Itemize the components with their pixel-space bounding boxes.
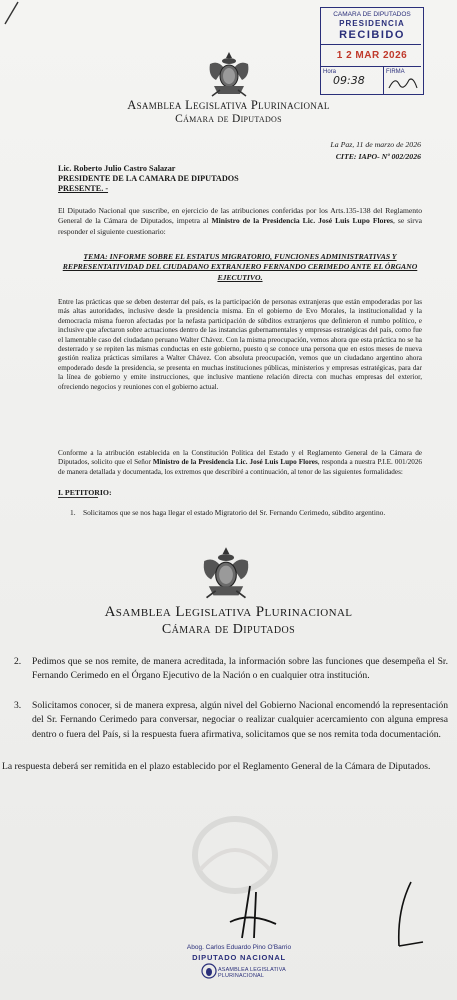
conforme-text-1: Conforme a la atribución establecida en la Constitución Política del Estado y el Reglamento General de la Cámara de Diputados, solicito que el Señor xyxy=(58,449,422,467)
org-line1-second: Asamblea Legislativa Plurinacional xyxy=(104,604,353,620)
tema-heading: TEMA: INFORME SOBRE EL ESTATUS MIGRATORIO, FUNCIONES ADMINISTRATIVAS Y REPRESENTATIVIDAD DEL CIUDADANO EXTRANJERO FERNANDO CERIMEDO ANTE EL ÓRGANO EJECUTIVO. xyxy=(62,252,418,282)
stamp-hora-label: Hora xyxy=(323,69,337,75)
initials-signature-icon xyxy=(385,880,425,952)
signature-title: DIPUTADO NACIONAL xyxy=(192,953,286,962)
stamp-line1: CAMARA DE DIPUTADOS xyxy=(333,11,411,18)
item-3-number: 3. xyxy=(14,700,22,711)
item-2-text: Pedimos que se nos remite, de manera acreditada, la información sobre las funciones que desempeña el Sr. Fernando Cerimedo en el Órgano Ejecutivo de la Nación o en cualquier otra institución. xyxy=(32,656,448,682)
stamp-line3: RECIBIDO xyxy=(339,29,405,41)
item-3-text: Solicitamos conocer, si de manera expresa, algún nivel del Gobierno Nacional encomendó la representación del Sr. Fernando Cerimedo para conversar, negociar o realizar cualquier acercamiento con alguna empresa dentro o fuera del País, si la respuesta fuera afirmativa, solicitamos que se nos remita toda documentación. xyxy=(32,700,448,740)
intro-text-2: , se sirva responder el siguiente cuestionario: xyxy=(58,216,422,236)
addressee-presente: PRESENTE. - xyxy=(58,184,109,193)
signature-name: Abog. Carlos Eduardo Pino O'Barrio xyxy=(186,944,292,951)
body-paragraph: Entre las prácticas que se deben desterrar del país, es la participación de personas extranjeras que están empoderadas por las más altas autoridades, inclusive desde la presidencia misma. En el gobierno de Evo Morales, la institucionalidad y la democracia misma fueron afectadas por la nefasta participación de súbditos extranjeros que definieron el rumbo político, e inclusive que afectaron sobre actuaciones dentro de las instancias gubernamentales y empresas estratégicas del país, como fue el lamentable caso del ciudadano peruano Walter Chávez. Con la misma preocupación, vemos ahora que esta práctica no se ha desterrado y se repiten las mismas conductas en este gobierno, puesto q se conoce una persona que en estos meses de nueva gestión realiza prácticas similares a Walter Chávez. Con absoluta preocupación, vemos que un ciudadano argentino ahora empoderado desde la presidencia, se presenta en muchas instituciones públicas, ministerios y empresas estratégicas, para dar la línea de gobierno y emite instrucciones, que inclusive mantiene relación directa con muchas empresas del exterior, ofreciendo negocios y reuniones con el gobierno actual. xyxy=(58,298,422,391)
stamp-hora-value: 09:38 xyxy=(333,74,365,87)
stamp-firma-label: FIRMA xyxy=(386,69,405,75)
cite-number: CITE: IAPO- Nº 002/2026 xyxy=(335,152,421,161)
place-date: La Paz, 11 de marzo de 2026 xyxy=(330,140,421,149)
signature-org: ASAMBLEA LEGISLATIVA PLURINACIONAL xyxy=(218,967,286,979)
item-1-text: Solicitamos que se nos haga llegar el estado Migratorio del Sr. Fernando Cerimedo, súbdito argentino. xyxy=(83,508,386,517)
org-line2-second: Cámara de Diputados xyxy=(161,622,296,637)
addressee-title: PRESIDENTE DE LA CAMARA DE DIPUTADOS xyxy=(58,174,239,183)
coat-of-arms-icon xyxy=(206,50,252,98)
stamp-line2: PRESIDENCIA xyxy=(339,19,405,28)
reception-stamp xyxy=(320,7,424,95)
conforme-text-2: , responda a nuestra P.I.E. 001/2026 de manera detallada y documentada, los extremos que describiré a continuación, al tenor de las siguientes formalidades: xyxy=(58,458,423,476)
addressee-name: Lic. Roberto Julio Castro Salazar xyxy=(58,164,176,173)
stamp-signature-icon xyxy=(387,74,421,92)
intro-minister-name: Ministro de la Presidencia Lic. José Luis Lupo Flores xyxy=(211,216,393,226)
intro-text-1: El Diputado Nacional que suscribe, en ejercicio de las atribuciones conferidas por los Arts.135-138 del Reglamento General de la Cámara de Diputados, impetra al xyxy=(58,206,422,226)
org-line1: Asamblea Legislativa Plurinacional xyxy=(127,98,330,112)
pen-mark-icon xyxy=(2,0,22,26)
coat-of-arms-icon xyxy=(190,545,262,600)
petitorio-heading: I. PETITORIO: xyxy=(58,488,112,497)
handwritten-signature-icon xyxy=(220,882,280,942)
org-line2: Cámara de Diputados xyxy=(175,113,282,125)
intro-paragraph xyxy=(58,206,422,237)
closing-paragraph: La respuesta deberá ser remitida en el plazo establecido por el Reglamento General de la Cámara de Diputados. xyxy=(2,761,431,772)
stamp-date: 1 2 MAR 2026 xyxy=(336,50,408,61)
conforme-minister-name: Ministro de la Presidencia Lic. José Luis Lupo Flores xyxy=(152,458,318,467)
small-crest-icon xyxy=(200,962,218,980)
conforme-paragraph xyxy=(58,449,422,477)
item-2-number: 2. xyxy=(14,656,22,667)
item-1-number: 1. xyxy=(70,508,76,517)
